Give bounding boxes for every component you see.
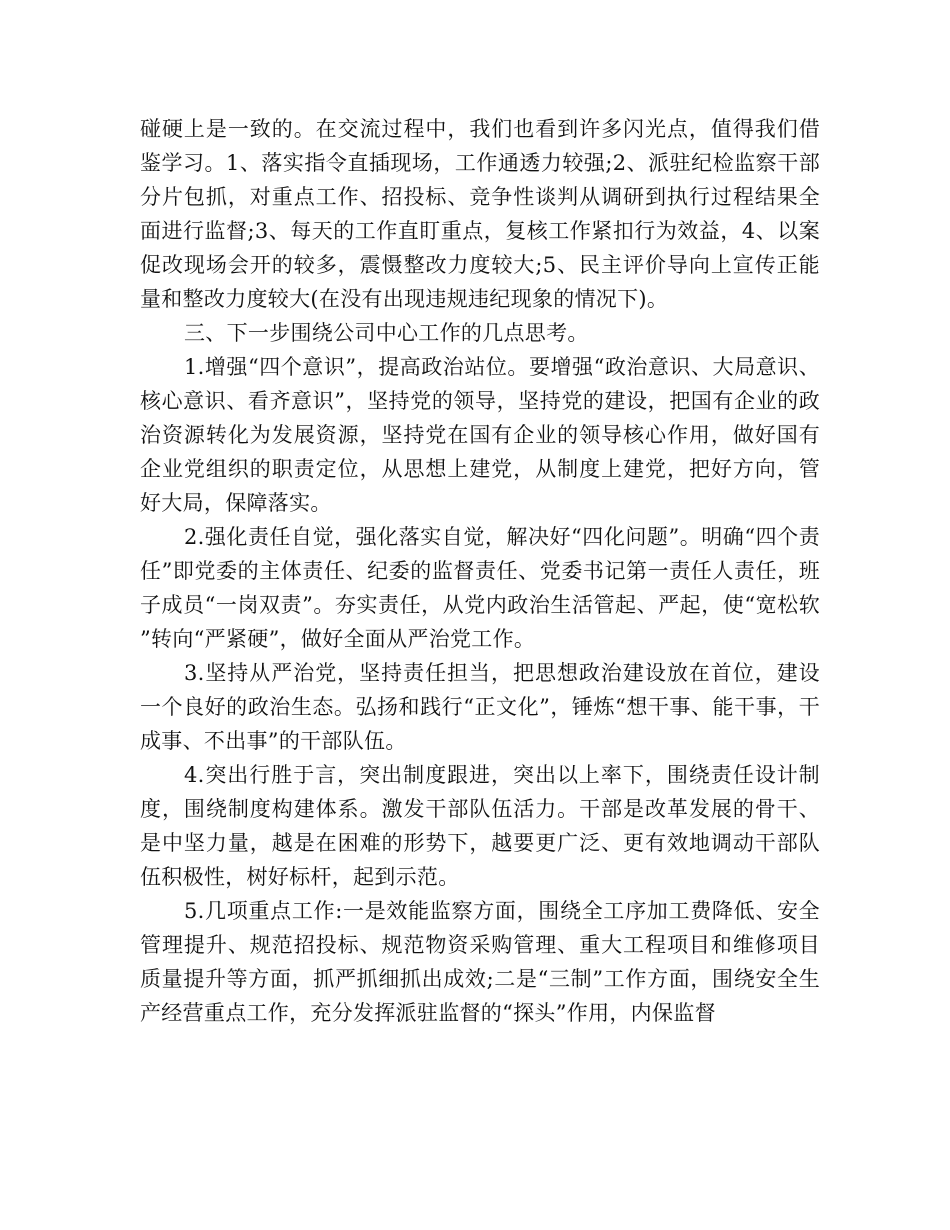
paragraph-item-2: 2.强化责任自觉，强化落实自觉，解决好“四化问题”。明确“四个责任”即党委的主体责任、纪委的监督责任、党委书记第一责任人责任，班子成员“一岗双责”。夯实责任，从党内政治生活管起、严起，使“宽松软”转向“严紧硬”，做好全面从严治党工作。 — [140, 525, 820, 651]
paragraph-item-3: 3.坚持从严治党，坚持责任担当，把思想政治建设放在首位，建设一个良好的政治生态。弘扬和践行“正文化”，锤炼“想干事、能干事，干成事、不出事”的干部队伍。 — [140, 661, 820, 753]
section-heading-three: 三、下一步围绕公司中心工作的几点思考。 — [184, 321, 589, 345]
paragraph-continuation: 碰硬上是一致的。在交流过程中，我们也看到许多闪光点，值得我们借鉴学习。1、落实指令直插现场，工作通透力较强;2、派驻纪检监察干部分片包抓，对重点工作、招投标、竞争性谈判从调研到执行过程结果全面进行监督;3、每天的工作直盯重点，复核工作紧扣行为效益，4、以案促改现场会开的较多，震慑整改力度较大;5、民主评价导向上宣传正能量和整改力度较大(在没有出现违规违纪现象的情况下)。 — [140, 117, 820, 311]
paragraph-item-4: 4.突出行胜于言，突出制度跟进，突出以上率下，围绕责任设计制度，围绕制度构建体系。激发干部队伍活力。干部是改革发展的骨干、是中坚力量，越是在困难的形势下，越要更广泛、更有效地调动干部队伍积极性，树好标杆，起到示范。 — [140, 763, 820, 889]
paragraph-item-1: 1.增强“四个意识”，提高政治站位。要增强“政治意识、大局意识、核心意识、看齐意识”，坚持党的领导，坚持党的建设，把国有企业的政治资源转化为发展资源，坚持党在国有企业的领导核心作用，做好国有企业党组织的职责定位，从思想上建党，从制度上建党，把好方向，管好大局，保障落实。 — [140, 355, 820, 515]
paragraph-item-5: 5.几项重点工作:一是效能监察方面，围绕全工序加工费降低、安全管理提升、规范招投标、规范物资采购管理、重大工程项目和维修项目质量提升等方面，抓严抓细抓出成效;二是“三制”工作方面，围绕安全生产经营重点工作，充分发挥派驻监督的“探头”作用，内保监督 — [140, 899, 820, 1025]
document-page — [140, 112, 820, 1030]
